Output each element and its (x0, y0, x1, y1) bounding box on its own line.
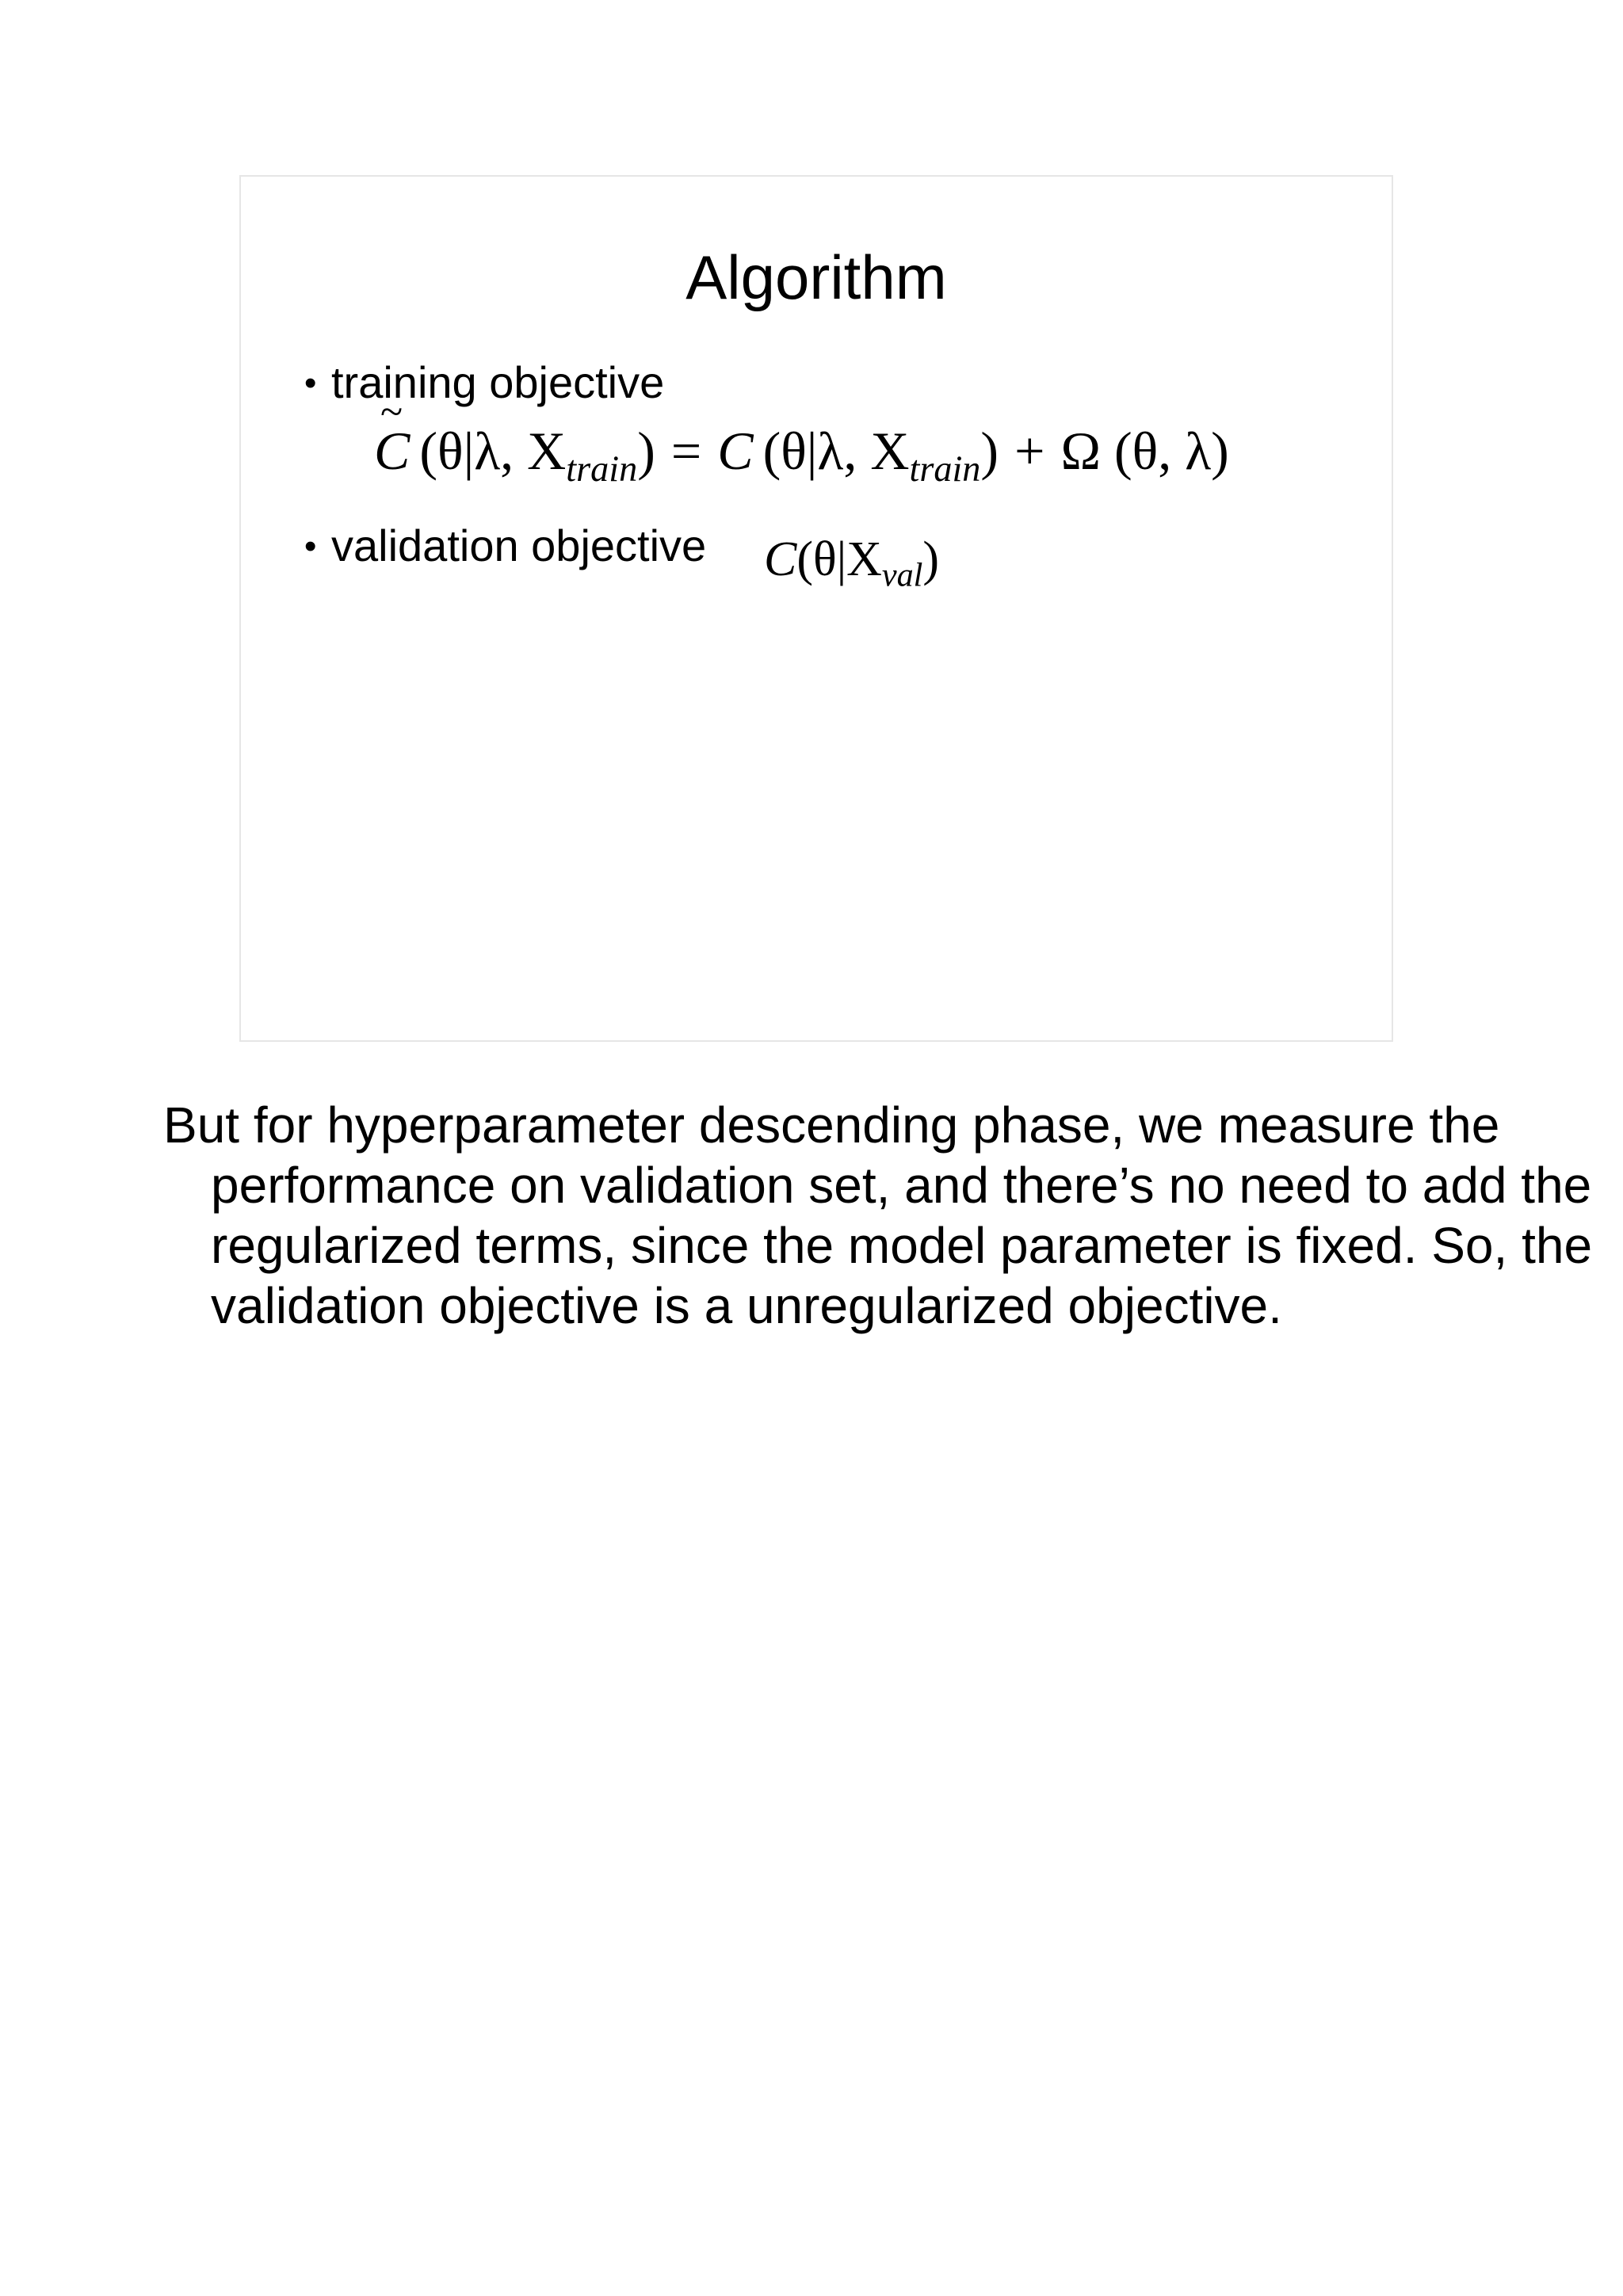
validation-objective-equation (764, 532, 940, 594)
val-subscript: val (881, 556, 923, 594)
training-objective-equation (374, 421, 1229, 490)
regularization-term: Ω (θ, λ) (1060, 421, 1229, 481)
val-close: ) (922, 532, 940, 586)
plus-sign: + (1014, 421, 1045, 481)
val-args: (θ|X (796, 532, 882, 586)
rhs-args: (θ|λ, X (762, 421, 910, 481)
c-tilde-symbol: ~ C (374, 424, 410, 478)
bullet-dot-icon: • (304, 364, 317, 402)
slide-title: Algorithm (685, 242, 947, 312)
bullet-label: validation objective (331, 521, 707, 570)
bullet-label: training objective (331, 357, 665, 407)
equals-sign: = (670, 421, 702, 481)
val-symbol: C (764, 532, 797, 586)
bullet-dot-icon: • (304, 527, 317, 566)
rhs-subscript: train (909, 448, 981, 490)
speaker-notes-text: But for hyperparameter descending phase, we measure the performance on validation set, and there’s no need to add the regularized terms, since the model parameter is fixed. So, the validation objective is a unregularized objective. (163, 1097, 1593, 1334)
lhs-args: (θ|λ, X (419, 421, 567, 481)
lhs-close: ) (637, 421, 655, 481)
rhs-close: ) (980, 421, 999, 481)
lhs-subscript: train (566, 448, 638, 490)
rhs-symbol: C (717, 421, 754, 481)
bullet-training-objective (304, 357, 665, 407)
slide-frame (239, 175, 1393, 1042)
bullet-validation-objective (304, 521, 707, 570)
